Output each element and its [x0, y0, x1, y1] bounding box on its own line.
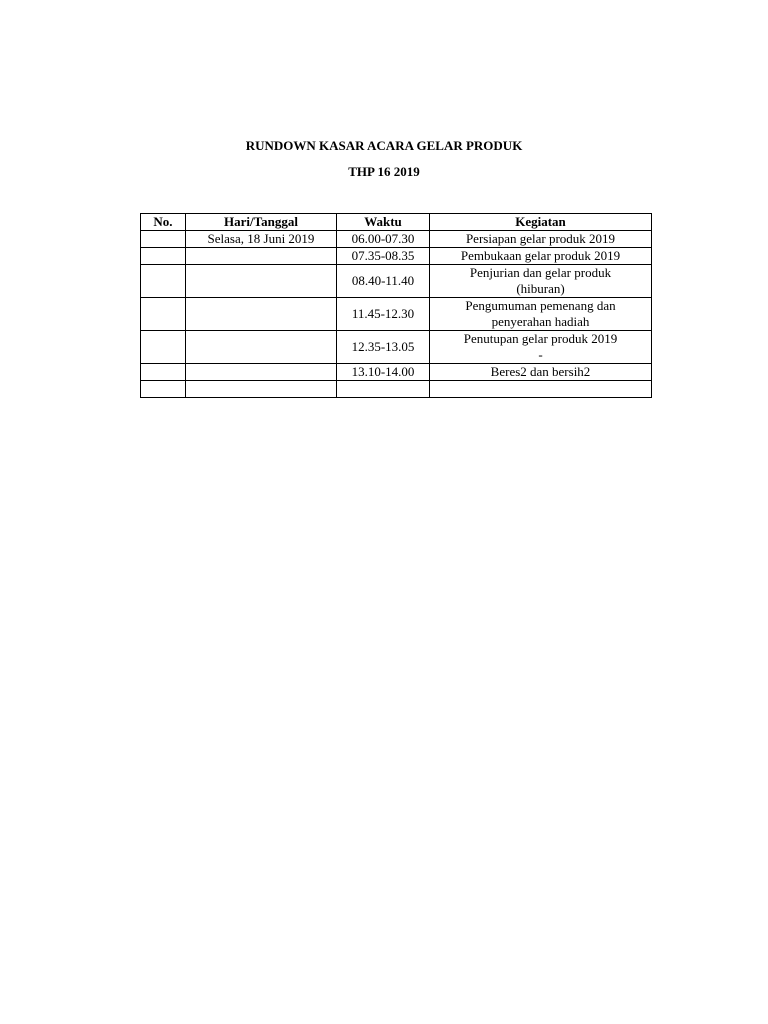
activity-line: -	[538, 347, 543, 362]
activity-line: Beres2 dan bersih2	[490, 364, 591, 379]
cell-time: 12.35-13.05	[337, 331, 430, 364]
table-row	[141, 298, 652, 331]
cell-time: 13.10-14.00	[337, 364, 430, 381]
table-row	[141, 381, 652, 398]
activity-line: Persiapan gelar produk 2019	[465, 231, 616, 246]
activity-line: Penutupan gelar produk 2019	[463, 331, 618, 346]
cell-no	[141, 381, 186, 398]
document-title: RUNDOWN KASAR ACARA GELAR PRODUK	[245, 138, 523, 153]
table-row	[141, 265, 652, 298]
cell-day	[186, 265, 337, 298]
cell-day	[186, 248, 337, 265]
cell-activity	[430, 248, 652, 265]
cell-time: 07.35-08.35	[337, 248, 430, 265]
document-subtitle: THP 16 2019	[348, 164, 420, 179]
header-no: No.	[141, 214, 186, 231]
activity-line: Pengumuman pemenang dan	[465, 298, 616, 313]
cell-day	[186, 298, 337, 331]
cell-time: 06.00-07.30	[337, 231, 430, 248]
cell-activity	[430, 231, 652, 248]
cell-time: 11.45-12.30	[337, 298, 430, 331]
table-row	[141, 231, 652, 248]
cell-no	[141, 331, 186, 364]
activity-line: penyerahan hadiah	[491, 314, 590, 329]
activity-line: Penjurian dan gelar produk	[469, 265, 612, 280]
table-row	[141, 248, 652, 265]
cell-no	[141, 248, 186, 265]
activity-line: (hiburan)	[516, 281, 565, 296]
rundown-table	[140, 213, 652, 398]
activity-line: Pembukaan gelar produk 2019	[460, 248, 621, 263]
cell-day	[186, 381, 337, 398]
cell-activity	[430, 364, 652, 381]
cell-day	[186, 331, 337, 364]
cell-no	[141, 298, 186, 331]
table-row	[141, 364, 652, 381]
header-day: Hari/Tanggal	[186, 214, 337, 231]
header-activity: Kegiatan	[430, 214, 652, 231]
cell-activity	[430, 331, 652, 364]
header-time: Waktu	[337, 214, 430, 231]
cell-day	[186, 364, 337, 381]
table-row	[141, 331, 652, 364]
cell-time: 08.40-11.40	[337, 265, 430, 298]
cell-activity	[430, 381, 652, 398]
cell-activity	[430, 298, 652, 331]
cell-no	[141, 265, 186, 298]
cell-day: Selasa, 18 Juni 2019	[186, 231, 337, 248]
cell-no	[141, 231, 186, 248]
cell-activity	[430, 265, 652, 298]
cell-no	[141, 364, 186, 381]
table-header-row	[141, 214, 652, 231]
cell-time	[337, 381, 430, 398]
